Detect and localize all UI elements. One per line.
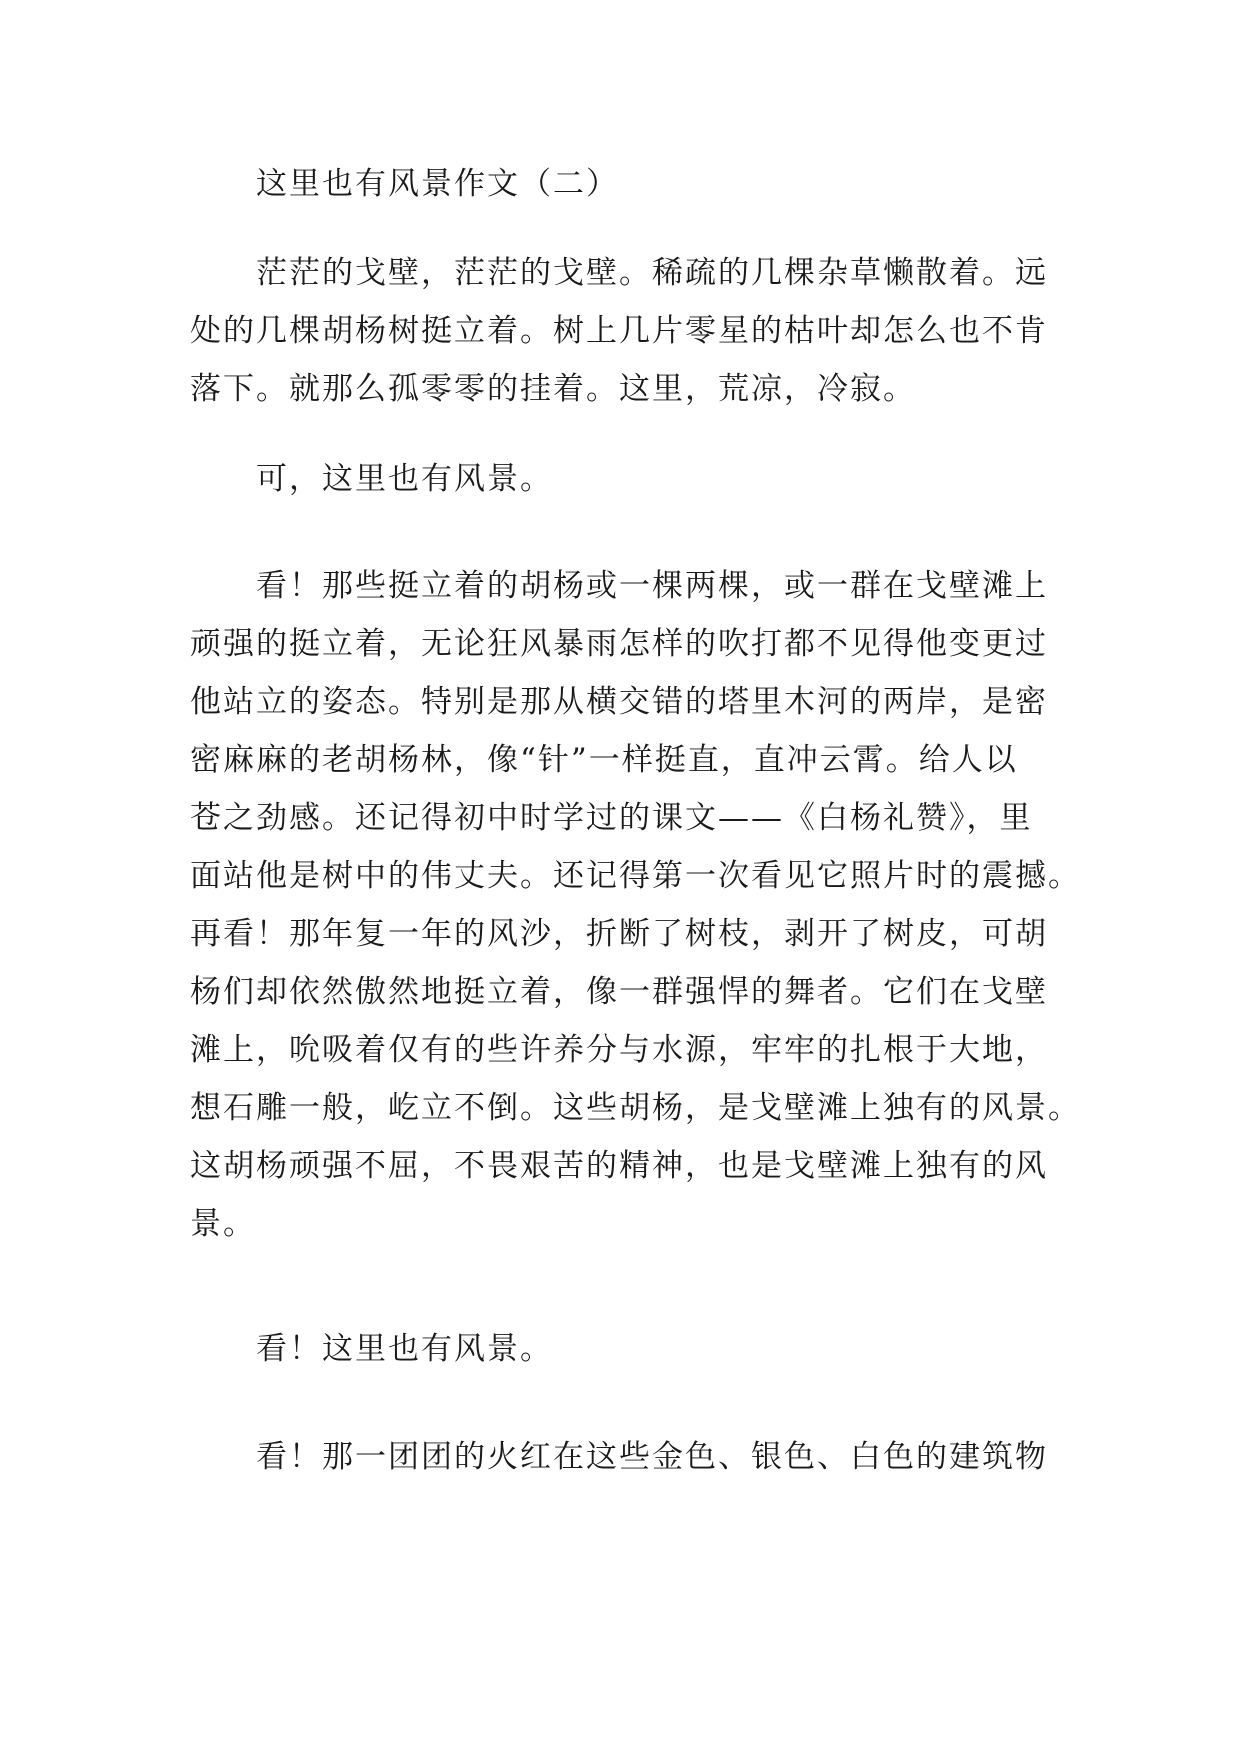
- document-title: [190, 155, 1060, 213]
- title-line: 这里也有风景作文（二）: [256, 166, 619, 202]
- paragraph-line: 面站他是树中的伟丈夫。还记得第一次看见它照片时的震撼。: [190, 858, 1081, 894]
- paragraph-line: 顽强的挺立着，无论狂风暴雨怎样的吹打都不见得他变更过: [190, 626, 1048, 662]
- paragraph-line: 处的几棵胡杨树挺立着。树上几片零星的枯叶却怎么也不肯: [190, 313, 1048, 349]
- paragraph-2: [190, 450, 1060, 508]
- paragraph-line: 看！那些挺立着的胡杨或一棵两棵，或一群在戈壁滩上: [256, 568, 1048, 604]
- paragraph-line: 苍之劲感。还记得初中时学过的课文——《白杨礼赞》，里: [190, 800, 1033, 836]
- paragraph-line: 落下。就那么孤零零的挂着。这里，荒凉，冷寂。: [190, 371, 916, 407]
- paragraph-line: 看！那一团团的火红在这些金色、银色、白色的建筑物: [256, 1439, 1048, 1475]
- paragraph-3: [190, 557, 1081, 1253]
- paragraph-line: 这胡杨顽强不屈，不畏艰苦的精神，也是戈壁滩上独有的风: [190, 1148, 1048, 1184]
- paragraph-line: 景。: [190, 1206, 256, 1242]
- paragraph-line: 滩上，吮吸着仅有的些许养分与水源，牢牢的扎根于大地，: [190, 1032, 1048, 1068]
- paragraph-line: 密麻麻的老胡杨林，像“针”一样挺直，直冲云霄。给人以: [190, 742, 1018, 778]
- paragraph-line: 他站立的姿态。特别是那从横交错的塔里木河的两岸，是密: [190, 684, 1048, 720]
- paragraph-5: [190, 1428, 1060, 1486]
- paragraph-line: 再看！那年复一年的风沙，折断了树枝，剥开了树皮，可胡: [190, 916, 1048, 952]
- paragraph-4: [190, 1320, 1060, 1378]
- paragraph-line: 看！这里也有风景。: [256, 1331, 553, 1367]
- paragraph-line: 茫茫的戈壁，茫茫的戈壁。稀疏的几棵杂草懒散着。远: [256, 255, 1048, 291]
- paragraph-line: 杨们却依然傲然地挺立着，像一群强悍的舞者。它们在戈壁: [190, 974, 1048, 1010]
- paragraph-1: [190, 244, 1060, 418]
- paragraph-line: 可，这里也有风景。: [256, 461, 553, 497]
- paragraph-line: 想石雕一般，屹立不倒。这些胡杨，是戈壁滩上独有的风景。: [190, 1090, 1081, 1126]
